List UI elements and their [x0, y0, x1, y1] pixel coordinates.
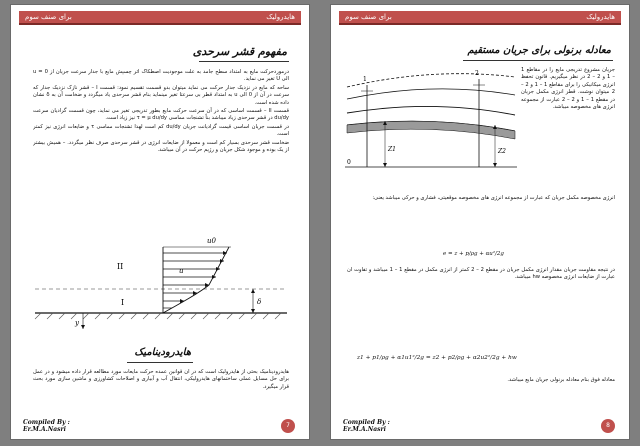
- equation-bernoulli: z1 + p1/ρg + α1u1²/2g = z2 + p2/ρg + α2u2²/2g + hw: [357, 355, 517, 361]
- title-underline: [199, 61, 289, 62]
- label-z1: Z1: [388, 146, 396, 153]
- body-text: در نتیجه مقاومت جریان مقدار انرژی مکمل جریان در مقطع 2 – 2 کمتر از انرژی مکمل در مقطع 1 – 1 میباشد و تفاوت آن عبارت از ضایعات انرژی مخصوصه hw میباشد.: [347, 267, 615, 281]
- page-header: [339, 11, 621, 25]
- body-text: انرژی مخصوصه مکمل جریان که عبارت از مجموعه انرژی های مخصوصه موقعیتی، فشاری و حرکی میباشد یعنی:: [372, 195, 615, 201]
- paragraph: قسمت II – قسمت اساسی که در آن سرعت حرکت مایع بطور تدریجی تغیر می نماید، چون قسمت گرادیان سرعت du/dy در قشر سرحدی زیاد میباشد بناً تشنجات مماسی τ = μ du/dy نیز زیاد است.: [33, 108, 289, 122]
- header-subject: برای صنف سوم: [345, 13, 392, 21]
- paragraph-hydrodynamics: هایدرودینامیک بحثی از هایدرولیک است که در آن قوانین عمده حرکت مایعات مورد مطالعه قرار داده میشود و در عمل برای حل مسایل عملی ساختمانهای هایدرولیکی، انتقال آب و آبیاری و اصلاحات کشاورزی و ماشین سازی مورد بحث قرار میگیرد.: [33, 369, 289, 390]
- header-title: هایدرولیک: [586, 13, 615, 21]
- page-number: 7: [281, 419, 295, 433]
- header-subject: برای صنف سوم: [25, 13, 72, 21]
- section-title-2: هایدرودینامیک: [134, 347, 191, 358]
- label-y: y: [75, 319, 79, 327]
- section-title: معادله برنولی برای جریان مستقیم: [467, 45, 611, 56]
- label-zone-1: I: [121, 298, 125, 307]
- body-text-side: جریان مشروع تدریجی مایع را در مقاطع 1 – 1 و 2 – 2 در نظر میگیریم. قانون تحفظ انرژی میکانیکی را برای مقاطع 1 – 1 و 2 – 2 میتوان نوشت. قطر انرژی مکمل جریان در مقطع 1 – 1 و 2 – 2 عبارت از مجموعه انرژی های مخصوصه میباشد.: [521, 67, 615, 111]
- paragraph: در قسمت جریان اساسی قیمت گرادیانت جریان du/dy کم است لهذا تشنجات مماسی τ و ضایعات انرژی نیز کمتر است.: [33, 123, 289, 138]
- label-zone-2: II: [117, 262, 124, 271]
- footer-compiled-label: Compiled By :: [343, 419, 390, 426]
- label-section-2: 2: [475, 70, 479, 77]
- label-datum: 0: [347, 159, 351, 166]
- body-text: معادله فوق بنام معادله برنولی جریان مایع میباشد.: [507, 377, 615, 383]
- paragraph: درموردحرکت مایع به امتداد سطح جامد به علت موجودیت اصطکاک اثر چسپش مایع با جدار سرعت جریان از u = 0 الی U تغیر می نماید.: [33, 69, 289, 83]
- boundary-layer-diagram: [31, 233, 291, 329]
- label-u: u: [179, 267, 184, 275]
- footer-compiled-label: Compiled By :: [23, 419, 70, 426]
- label-section-1: 1: [363, 76, 367, 83]
- page-header: [19, 11, 301, 25]
- page-number: 8: [601, 419, 615, 433]
- section-title: مفهوم قشر سرحدی: [192, 45, 287, 58]
- footer-credit: [343, 419, 390, 433]
- footer-author: Er.M.A.Nasri: [23, 426, 66, 433]
- paragraph: ضخامت قشر سرحدی بسیار کم است و معمولا از ضایعات انرژی در قشر سرحدی صرف نظر میگردد. – همیش بیشتر از یک بوده و موجود شکل جریان و رژیم حرکت در آن میباشد.: [33, 139, 289, 154]
- body-text: [33, 69, 289, 219]
- equation-energy: e = z + p/ρg + αu²/2g: [443, 251, 504, 257]
- document-page-left: [10, 4, 310, 440]
- document-page-right: [330, 4, 630, 440]
- label-z2: Z2: [498, 148, 506, 155]
- paragraph: ساحه که مایع در نزدیک جدار حرکت می نماید میتوان بدو قسمت تقسیم نمود: قسمت I – قشر نازک نزدیک جدار که سرعت در آن از 0 الی u به امتداد قطر بی سرعتا تغیر مینماید بنام قشر سرحدی یاد میگردد و ضخامت آن به δ نشان داده شده است.: [33, 84, 289, 106]
- header-title: هایدرولیک: [266, 13, 295, 21]
- title-underline: [127, 362, 193, 363]
- label-delta: δ: [257, 298, 262, 306]
- title-underline: [463, 60, 613, 61]
- footer-credit: [23, 419, 70, 433]
- footer-author: Er.M.A.Nasri: [343, 426, 386, 433]
- bernoulli-channel-diagram: [343, 63, 519, 175]
- label-u0: u0: [207, 237, 216, 245]
